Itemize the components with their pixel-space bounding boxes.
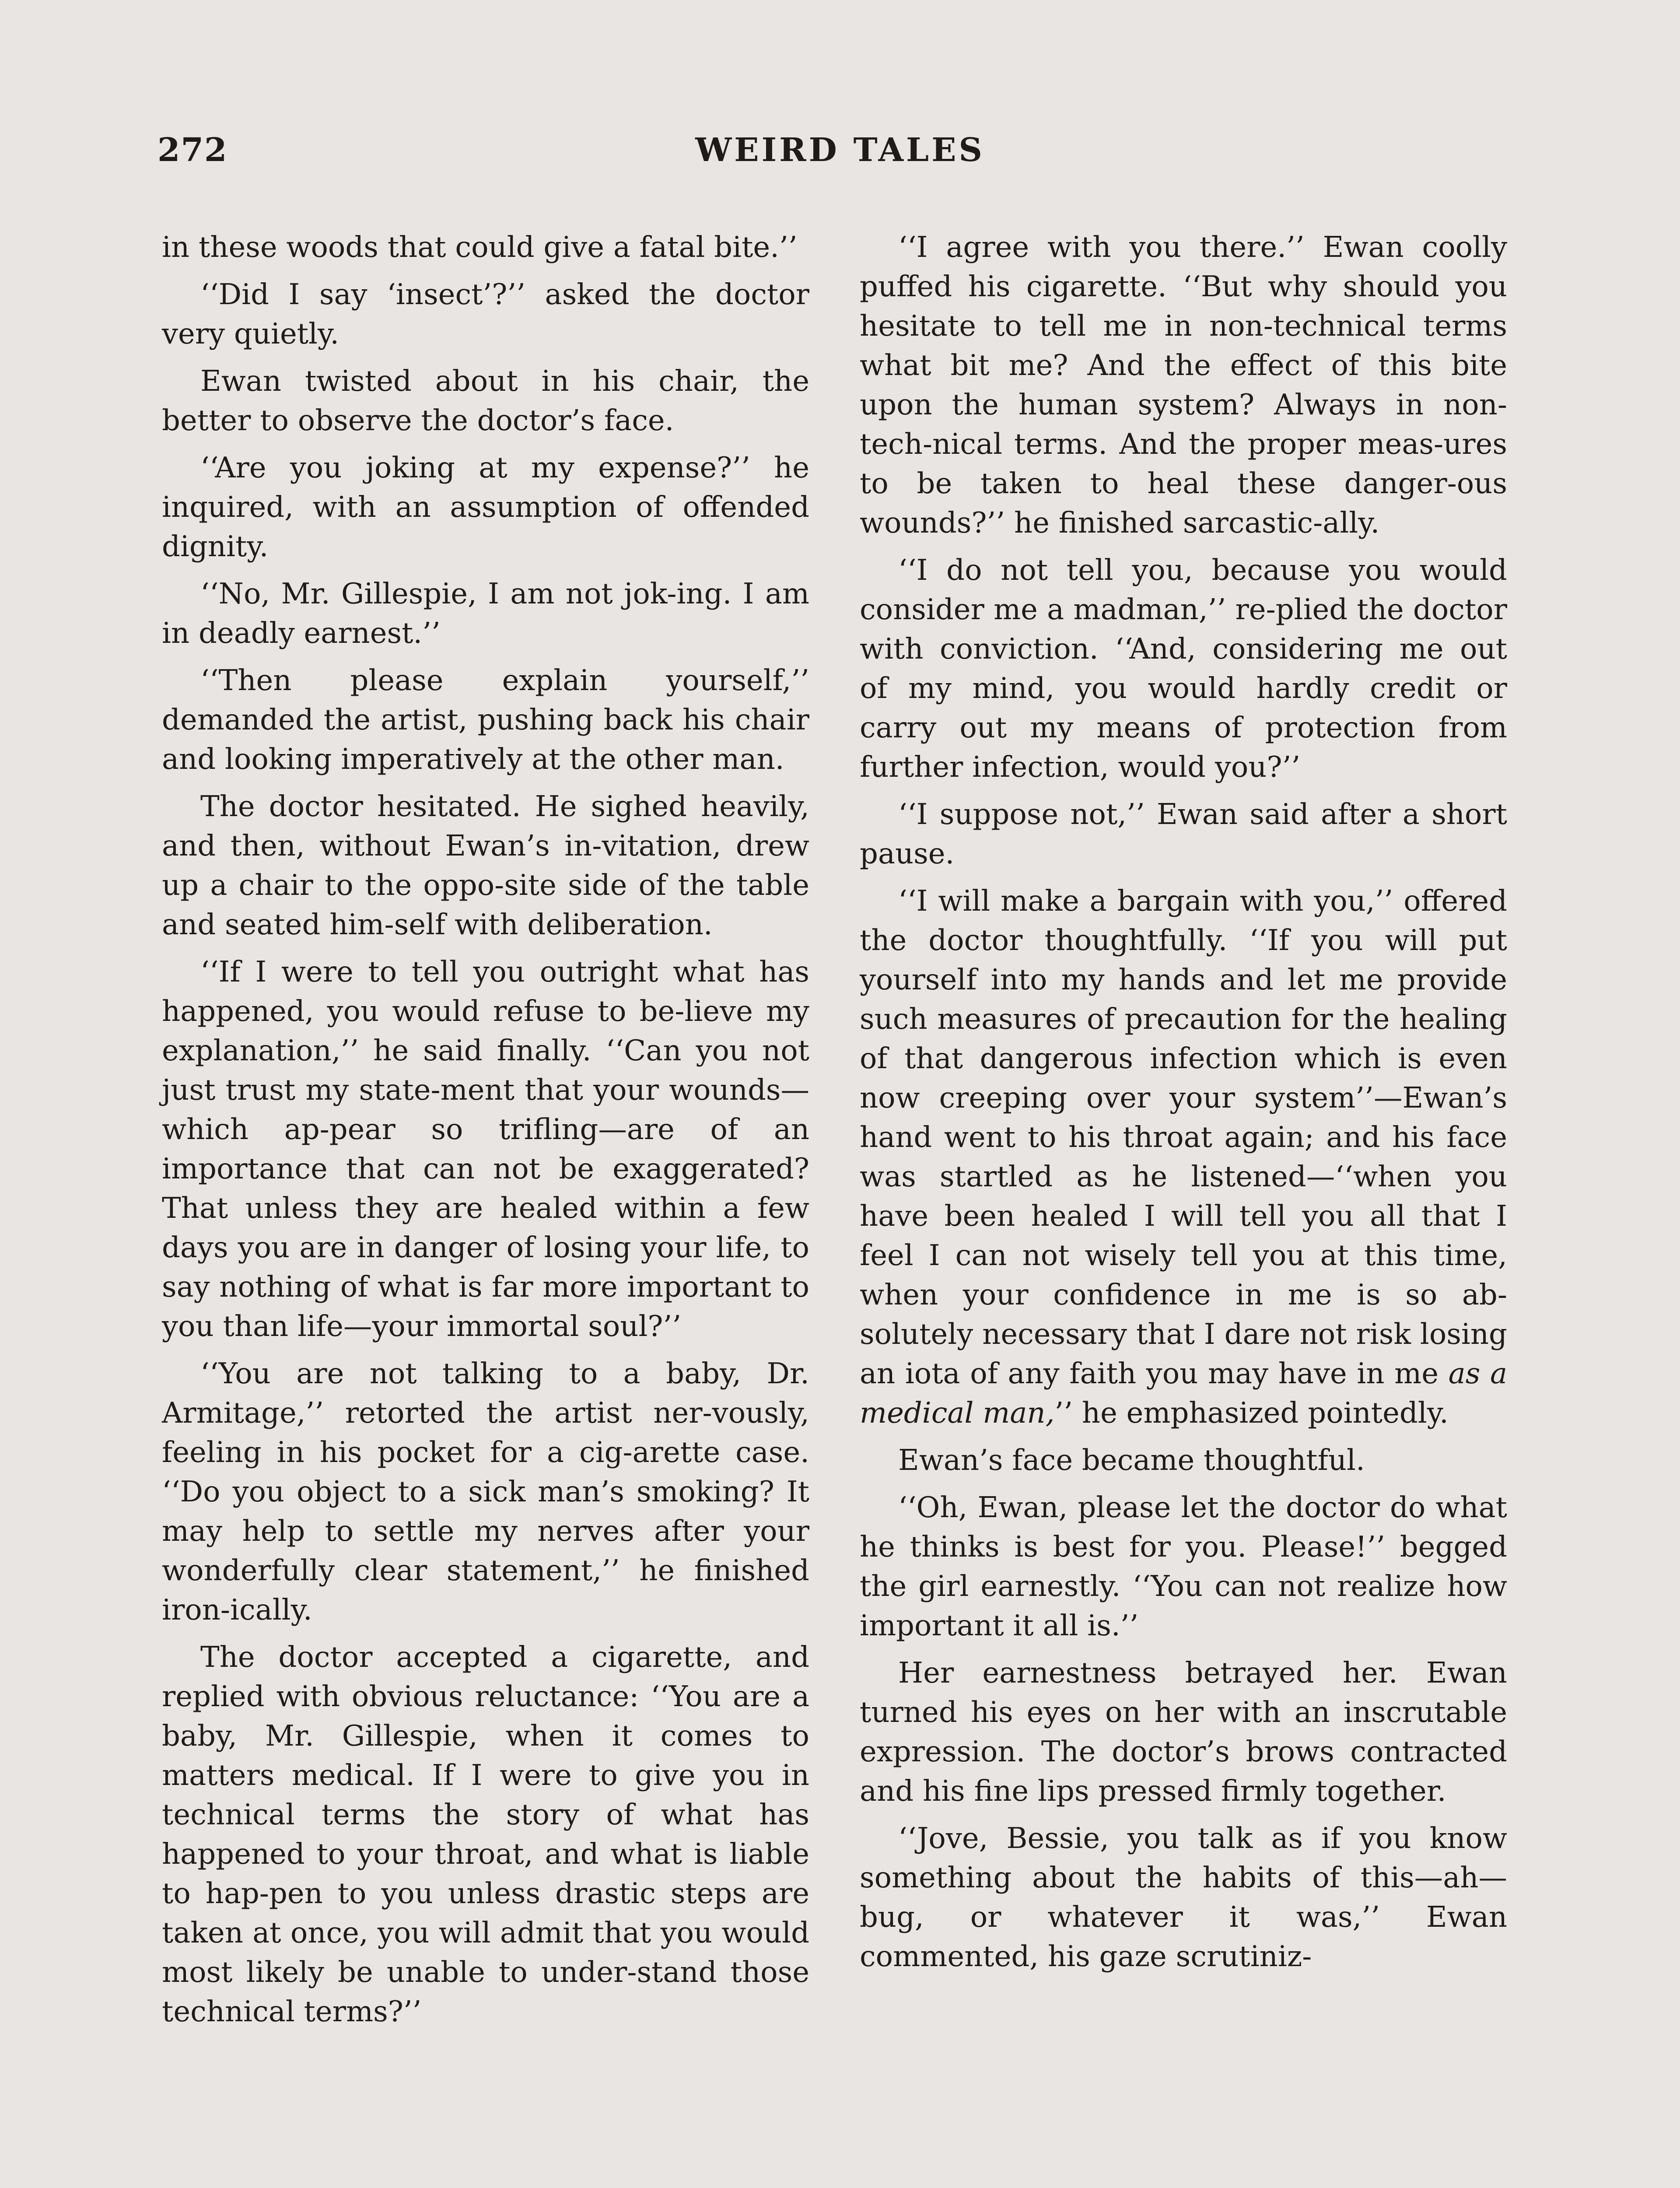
paragraph-text: ‘‘I will make a bargain with you,’’ offered the doctor thoughtfully. ‘‘If you will put yourself into my hands and let me provide such measures of precaution for the healing of that dangerous infection which is even now creeping over your system’’—Ewan’s hand went to his throat again; and his face was startled as he listened—‘‘when you have been healed I will tell you all that I feel I can not wisely tell you at this time, when your confidence in me is so ab-solutely necessary that I dare not risk losing an iota of any faith you may have in me	[860, 884, 1507, 1390]
paragraph: ‘‘No, Mr. Gillespie, I am not jok-ing. I am in deadly earnest.’’	[162, 577, 809, 650]
paragraph: ‘‘Are you joking at my expense?’’ he inquired, with an assumption of offended dignity.	[162, 451, 809, 563]
paragraph: ‘‘Oh, Ewan, please let the doctor do what he thinks is best for you. Please!’’ begged the girl earnestly. ‘‘You can not realize how important it all is.’’	[860, 1491, 1507, 1642]
paragraph: ‘‘If I were to tell you outright what has happened, you would refuse to be-lieve my explanation,’’ he said finally. ‘‘Can you not just trust my state-ment that your wounds—which ap-pear so trifling—are of an importance that can not be exaggerated? That unless they are healed within a few days you are in danger of losing your life, to say nothing of what is far more important to you than life—your immortal soul?’’	[162, 955, 809, 1343]
paragraph	[860, 881, 1507, 1433]
left-column	[162, 228, 809, 2039]
page-number: 272	[158, 131, 228, 169]
right-column	[860, 228, 1507, 1984]
paragraph: Ewan’s face became thoughtful.	[898, 1444, 1365, 1477]
italic-phrase: as a medical man,	[860, 1357, 1507, 1430]
paragraph: ‘‘You are not talking to a baby, Dr. Armitage,’’ retorted the artist ner-vously, feeling in his pocket for a cig-arette case. ‘‘Do you object to a sick man’s smoking? It may help to settle my nerves after your wonderfully clear statement,’’ he finished iron-ically.	[162, 1357, 809, 1627]
paragraph: The doctor accepted a cigarette, and replied with obvious reluctance: ‘‘You are a baby, Mr. Gillespie, when it comes to matters medical. If I were to give you in technical terms the story of what has happened to your throat, and what is liable to hap-pen to you unless drastic steps are taken at once, you will admit that you would most likely be unable to under-stand those technical terms?’’	[162, 1641, 809, 2028]
paragraph: Ewan twisted about in his chair, the better to observe the doctor’s face.	[162, 365, 809, 437]
paragraph: ‘‘Jove, Bessie, you talk as if you know something about the habits of this—ah—bug, or whatever it was,’’ Ewan commented, his gaze scrutiniz-	[860, 1822, 1507, 1973]
paragraph: ‘‘I agree with you there.’’ Ewan coolly puffed his cigarette. ‘‘But why should you hesitate to tell me in non-technical terms what bit me? And the effect of this bite upon the human system? Always in non-tech-nical terms. And the proper meas-ures to be taken to heal these danger-ous wounds?’’ he finished sarcastic-ally.	[860, 231, 1507, 540]
paragraph: ‘‘Then please explain yourself,’’ demanded the artist, pushing back his chair and looking imperatively at the other man.	[162, 664, 809, 776]
running-title: WEIRD TALES	[695, 131, 985, 169]
paragraph: ‘‘I suppose not,’’ Ewan said after a short pause.	[860, 798, 1507, 870]
paragraph: in these woods that could give a fatal bite.’’	[162, 231, 798, 264]
paragraph-text: ’’ he emphasized pointedly.	[1054, 1396, 1449, 1430]
paragraph: The doctor hesitated. He sighed heavily, and then, without Ewan’s in-vitation, drew up a chair to the oppo-site side of the table and seated him-self with deliberation.	[162, 790, 809, 941]
paragraph: ‘‘I do not tell you, because you would consider me a madman,’’ re-plied the doctor with conviction. ‘‘And, considering me out of my mind, you would hardly credit or carry out my means of protection from further infection, would you?’’	[860, 554, 1507, 784]
paragraph: ‘‘Did I say ‘insect’?’’ asked the doctor very quietly.	[162, 278, 809, 351]
paragraph: Her earnestness betrayed her. Ewan turned his eyes on her with an inscrutable expression. The doctor’s brows contracted and his fine lips pressed firmly together.	[860, 1656, 1507, 1808]
page-header	[0, 131, 1680, 179]
